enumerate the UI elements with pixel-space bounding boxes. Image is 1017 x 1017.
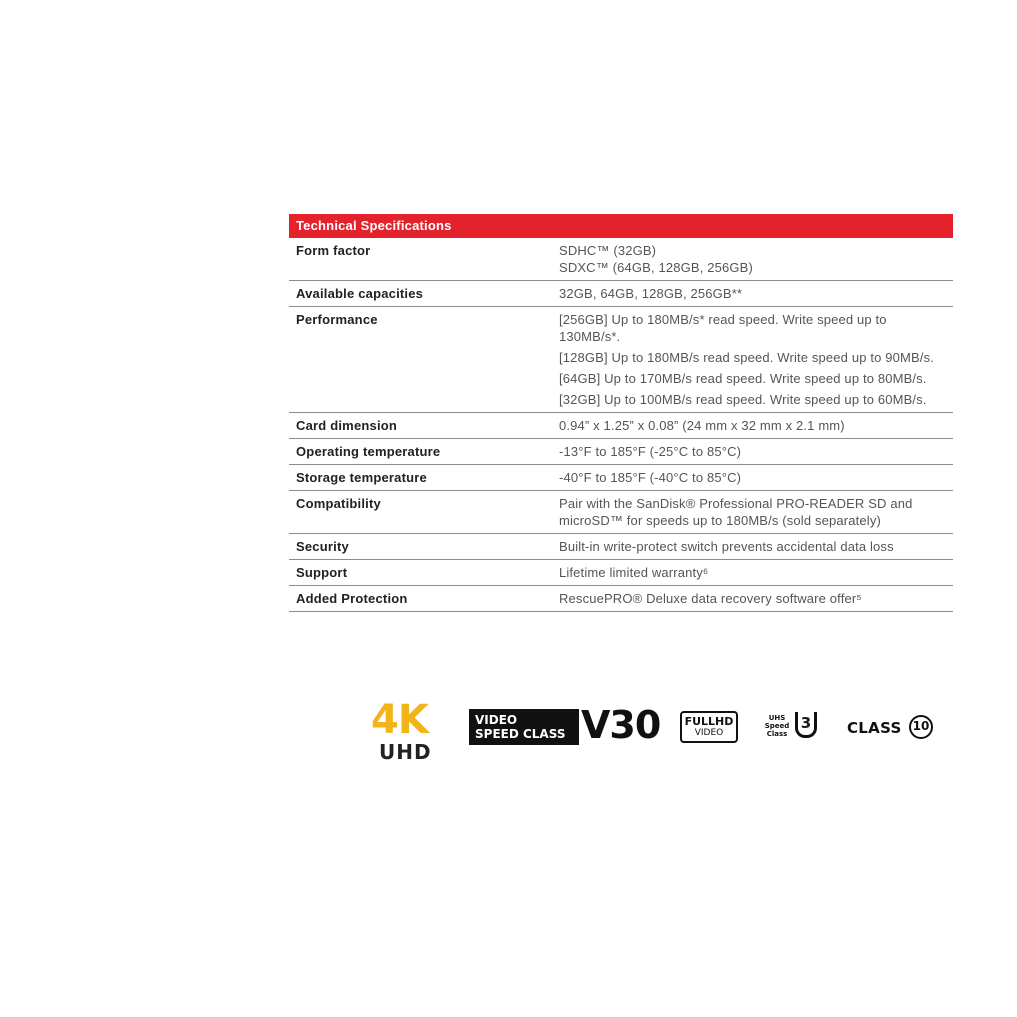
class-text: CLASS	[847, 719, 902, 737]
spec-values	[559, 417, 953, 434]
spec-value: Lifetime limited warranty⁶	[559, 565, 709, 580]
spec-label: Available capacities	[296, 286, 424, 301]
spec-value: RescuePRO® Deluxe data recovery software offer⁵	[559, 591, 862, 606]
spec-label: Operating temperature	[296, 444, 441, 459]
class10-logo	[847, 714, 937, 742]
spec-value: SDXC™ (64GB, 128GB, 256GB)	[559, 260, 753, 275]
spec-row	[289, 439, 953, 465]
spec-value: -13°F to 185°F (-25°C to 85°C)	[559, 444, 742, 459]
spec-values	[559, 495, 953, 529]
spec-label: Added Protection	[296, 591, 408, 606]
spec-value: 0.94” x 1.25” x 0.08” (24 mm x 32 mm x 2.1 mm)	[559, 418, 845, 433]
full-hd-video-text: VIDEO	[694, 728, 724, 738]
spec-label: Security	[296, 539, 349, 554]
uhs-label	[763, 714, 791, 738]
spec-table-header: Technical Specifications	[289, 214, 953, 238]
spec-value: [32GB] Up to 100MB/s read speed. Write speed up to 60MB/s.	[559, 392, 927, 407]
vsc-line1: VIDEO	[475, 713, 518, 727]
v30-mark: V30	[581, 703, 661, 747]
spec-row	[289, 238, 953, 281]
spec-values	[559, 564, 953, 581]
spec-values	[559, 590, 953, 607]
spec-label: Form factor	[296, 243, 371, 258]
4k-uhd-logo	[369, 697, 451, 764]
spec-rows	[289, 238, 953, 612]
class-10-mark: 10	[909, 715, 933, 739]
4k-text: 4K	[371, 697, 428, 743]
uhd-text: UHD	[379, 740, 432, 764]
spec-value: Pair with the SanDisk® Professional PRO-READER SD and microSD™ for speeds up to 180MB/s (sold separately)	[559, 496, 913, 528]
spec-label: Performance	[296, 312, 378, 327]
uhs-3-mark: 3	[795, 712, 817, 738]
spec-row	[289, 281, 953, 307]
spec-row	[289, 560, 953, 586]
spec-label: Compatibility	[296, 496, 381, 511]
spec-value: 32GB, 64GB, 128GB, 256GB**	[559, 286, 743, 301]
spec-row	[289, 307, 953, 413]
uhs-line2: Speed	[764, 722, 790, 730]
spec-value: [64GB] Up to 170MB/s read speed. Write speed up to 80MB/s.	[559, 371, 927, 386]
spec-row	[289, 534, 953, 560]
spec-values	[559, 443, 953, 460]
spec-value: Built-in write-protect switch prevents accidental data loss	[559, 539, 894, 554]
spec-row	[289, 413, 953, 439]
uhs-line1: UHS	[768, 714, 786, 722]
full-hd-text: FULLHD	[684, 715, 734, 728]
spec-values	[559, 538, 953, 555]
spec-label: Support	[296, 565, 348, 580]
uhs-line3: Class	[766, 730, 788, 738]
spec-values	[559, 242, 953, 276]
spec-value: SDHC™ (32GB)	[559, 243, 657, 258]
spec-row	[289, 465, 953, 491]
spec-label: Storage temperature	[296, 470, 427, 485]
spec-values	[559, 285, 953, 302]
spec-label: Card dimension	[296, 418, 398, 433]
video-speed-class-logo	[469, 703, 661, 747]
spec-values	[559, 311, 953, 408]
vsc-line2: SPEED CLASS	[475, 727, 566, 741]
video-speed-class-box	[469, 709, 579, 745]
full-hd-video-logo	[680, 711, 738, 743]
spec-value: -40°F to 185°F (-40°C to 85°C)	[559, 470, 742, 485]
spec-row	[289, 586, 953, 612]
spec-values	[559, 469, 953, 486]
spec-value: [128GB] Up to 180MB/s read speed. Write speed up to 90MB/s.	[559, 350, 934, 365]
spec-table	[289, 214, 953, 612]
spec-value: [256GB] Up to 180MB/s* read speed. Write speed up to 130MB/s*.	[559, 312, 887, 344]
uhs-speed-class-logo	[763, 712, 827, 744]
logo-strip	[369, 697, 969, 770]
spec-row	[289, 491, 953, 534]
